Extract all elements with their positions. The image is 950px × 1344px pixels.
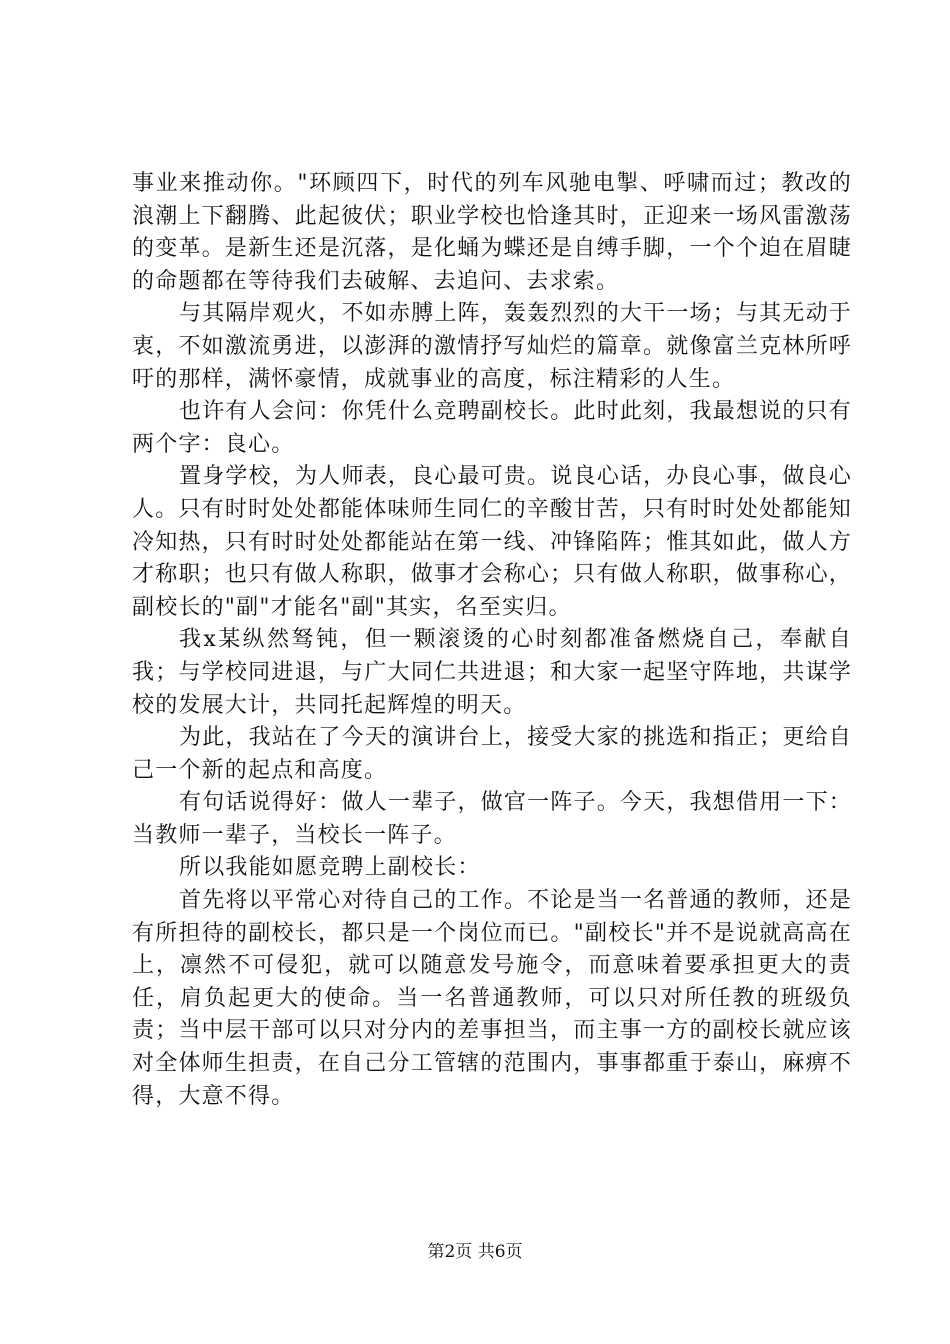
paragraph-9: 首先将以平常心对待自己的工作。不论是当一名普通的教师，还是有所担待的副校长，都只是一个岗位而已。"副校长"并不是说就高高在上，凛然不可侵犯，就可以随意发号施令，而意味着要承担更大的责任，肩负起更大的使命。当一名普通教师，可以只对所任教的班级负责；当中层干部可以只对分内的差事担当，而主事一方的副校长就应该对全体师生担责，在自己分工管辖的范围内，事事都重于泰山，麻痹不得，大意不得。 (132, 888, 852, 1109)
page-number-footer: 第2页 共6页 (427, 1242, 523, 1262)
paragraph-5: 我x某纵然驽钝，但一颗滚烫的心时刻都准备燃烧自己，奉献自我；与学校同进退，与广大同仁共进退；和大家一起坚守阵地，共谋学校的发展大计，共同托起辉煌的明天。 (132, 627, 852, 718)
paragraph-1: 事业来推动你。"环顾四下，时代的列车风驰电掣、呼啸而过；教改的浪潮上下翻腾、此起彼伏；职业学校也恰逢其时，正迎来一场风雷激荡的变革。是新生还是沉落，是化蛹为蝶还是自缚手脚，一个个迫在眉睫的命题都在等待我们去破解、去追问、去求索。 (132, 171, 852, 294)
paragraph-3: 也许有人会问：你凭什么竞聘副校长。此时此刻，我最想说的只有两个字：良心。 (132, 399, 852, 457)
paragraph-7: 有句话说得好：做人一辈子，做官一阵子。今天，我想借用一下：当教师一辈子，当校长一阵子。 (132, 790, 852, 848)
paragraph-6: 为此，我站在了今天的演讲台上，接受大家的挑选和指正；更给自己一个新的起点和高度。 (132, 725, 852, 783)
document-body (132, 168, 852, 1113)
paragraph-2: 与其隔岸观火，不如赤膊上阵，轰轰烈烈的大干一场；与其无动于衷，不如激流勇进，以澎湃的激情抒写灿烂的篇章。就像富兰克林所呼吁的那样，满怀豪情，成就事业的高度，标注精彩的人生。 (132, 301, 852, 392)
paragraph-8: 所以我能如愿竞聘上副校长： (179, 855, 481, 881)
paragraph-4: 置身学校，为人师表，良心最可贵。说良心话，办良心事，做良心人。只有时时处处都能体味师生同仁的辛酸甘苦，只有时时处处都能知冷知热，只有时时处处都能站在第一线、冲锋陷阵；惟其如此，做人方才称职；也只有做人称职，做事才会称心；只有做人称职，做事称心，副校长的"副"才能名"副"其实，名至实归。 (132, 464, 852, 620)
